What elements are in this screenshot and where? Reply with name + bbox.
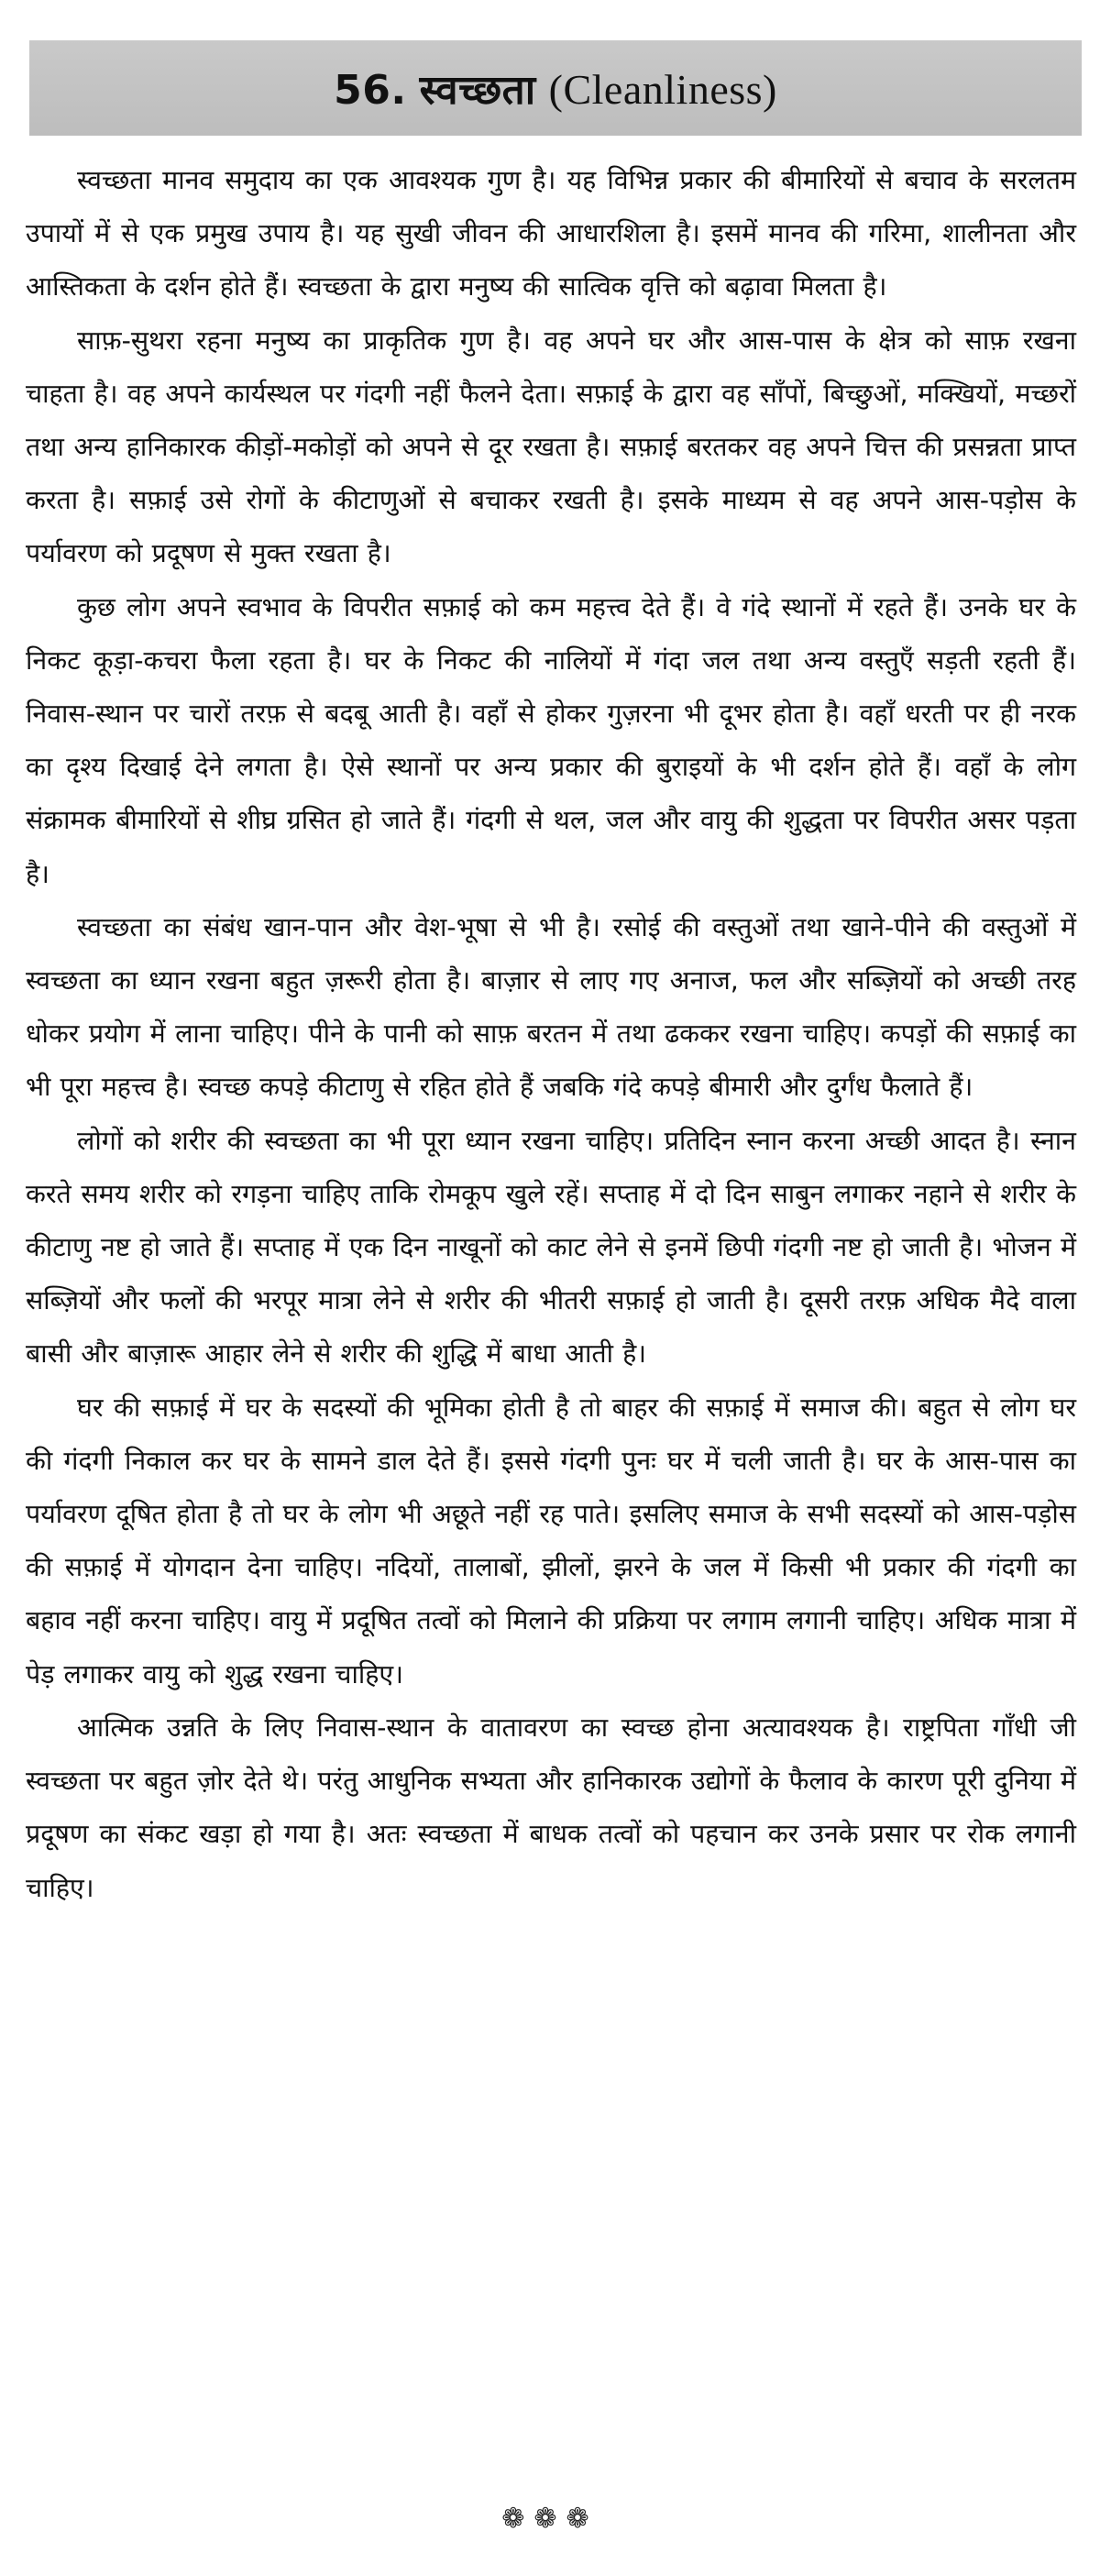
paragraph-7: आत्मिक उन्नति के लिए निवास-स्थान के वातावरण का स्वच्छ होना अत्यावश्यक है। राष्ट्रपिता गाँधी जी स्वच्छता पर बहुत ज़ोर देते थे। परंतु आधुनिक सभ्यता और हानिकारक उद्योगों के फैलाव के कारण पूरी दुनिया में प्रदूषण का संकट खड़ा हो गया है। अतः स्वच्छता में बाधक तत्वों को पहचान कर उनके प्रसार पर रोक लगानी चाहिए। <box>26 1712 1076 1903</box>
essay-title-hindi: स्वच्छता <box>419 67 536 114</box>
essay-title-english: (Cleanliness) <box>548 66 777 113</box>
paragraph-6: घर की सफ़ाई में घर के सदस्यों की भूमिका होती है तो बाहर की सफ़ाई में समाज की। बहुत से लोग घर की गंदगी निकाल कर घर के सामने डाल देते हैं। इससे गंदगी पुनः घर में चली जाती है। घर के आस-पास का पर्यावरण दूषित होता है तो घर के लोग भी अछूते नहीं रह पाते। इसलिए समाज के सभी सदस्यों को आस-पड़ोस की सफ़ाई में योगदान देना चाहिए। नदियों, तालाबों, झीलों, झरने के जल में किसी भी प्रकार की गंदगी का बहाव नहीं करना चाहिए। वायु में प्रदूषित तत्वों को मिलाने की प्रक्रिया पर लगाम लगानी चाहिए। अधिक मात्रा में पेड़ लगाकर वायु को शुद्ध रखना चाहिए। <box>26 1392 1076 1690</box>
paragraph-5: लोगों को शरीर की स्वच्छता का भी पूरा ध्यान रखना चाहिए। प्रतिदिन स्नान करना अच्छी आदत है। स्नान करते समय शरीर को रगड़ना चाहिए ताकि रोमकूप खुले रहें। सप्ताह में दो दिन साबुन लगाकर नहाने से शरीर के कीटाणु नष्ट हो जाते हैं। सप्ताह में एक दिन नाखूनों को काट लेने से इनमें छिपी गंदगी नष्ट हो जाती है। भोजन में सब्ज़ियों और फलों की भरपूर मात्रा लेने से शरीर की भीतरी सफ़ाई हो जाती है। दूसरी तरफ़ अधिक मैदे वाला बासी और बाज़ारू आहार लेने से शरीर की शुद्धि में बाधा आती है। <box>26 1125 1076 1370</box>
paragraph-2: साफ़-सुथरा रहना मनुष्य का प्राकृतिक गुण है। वह अपने घर और आस-पास के क्षेत्र को साफ़ रखना चाहता है। वह अपने कार्यस्थल पर गंदगी नहीं फैलने देता। सफ़ाई के द्वारा वह साँपों, बिच्छुओं, मक्खियों, मच्छरों तथा अन्य हानिकारक कीड़ों-मकोड़ों को अपने से दूर रखता है। सफ़ाई बरतकर वह अपने चित्त की प्रसन्नता प्राप्त करता है। सफ़ाई उसे रोगों के कीटाणुओं से बचाकर रखती है। इसके माध्यम से वह अपने आस-पड़ोस के पर्यावरण को प्रदूषण से मुक्त रखता है। <box>26 325 1076 569</box>
flower-ornament-icon: ❁❁❁ <box>501 2503 599 2535</box>
essay-number: 56. <box>334 67 407 114</box>
essay-body <box>26 154 1076 1915</box>
paragraph-3: कुछ लोग अपने स्वभाव के विपरीत सफ़ाई को कम महत्त्व देते हैं। वे गंदे स्थानों में रहते हैं। उनके घर के निकट कूड़ा-कचरा फैला रहता है। घर के निकट की नालियों में गंदा जल तथा अन्य वस्तुएँ सड़ती रहती हैं। निवास-स्थान पर चारों तरफ़ से बदबू आती है। वहाँ से होकर गुज़रना भी दूभर होता है। वहाँ धरती पर ही नरक का दृश्य दिखाई देने लगता है। ऐसे स्थानों पर अन्य प्रकार की बुराइयों के भी दर्शन होते हैं। वहाँ के लोग संक्रामक बीमारियों से शीघ्र ग्रसित हो जाते हैं। गंदगी से थल, जल और वायु की शुद्धता पर विपरीत असर पड़ता है। <box>26 591 1076 889</box>
title-band <box>29 40 1082 136</box>
essay-title <box>334 61 777 116</box>
paragraph-4: स्वच्छता का संबंध खान-पान और वेश-भूषा से भी है। रसोई की वस्तुओं तथा खाने-पीने की वस्तुओं में स्वच्छता का ध्यान रखना बहुत ज़रूरी होता है। बाज़ार से लाए गए अनाज, फल और सब्ज़ियों को अच्छी तरह धोकर प्रयोग में लाना चाहिए। पीने के पानी को साफ़ बरतन में तथा ढककर रखना चाहिए। कपड़ों की सफ़ाई का भी पूरा महत्त्व है। स्वच्छ कपड़े कीटाणु से रहित होते हैं जबकि गंदे कपड़े बीमारी और दुर्गंध फैलाते हैं। <box>26 911 1076 1103</box>
paragraph-1: स्वच्छता मानव समुदाय का एक आवश्यक गुण है। यह विभिन्न प्रकार की बीमारियों से बचाव के सरलतम उपायों में से एक प्रमुख उपाय है। यह सुखी जीवन की आधारशिला है। इसमें मानव की गरिमा, शालीनता और आस्तिकता के दर्शन होते हैं। स्वच्छता के द्वारा मनुष्य की सात्विक वृत्ति को बढ़ावा मिलता है। <box>26 165 1076 303</box>
